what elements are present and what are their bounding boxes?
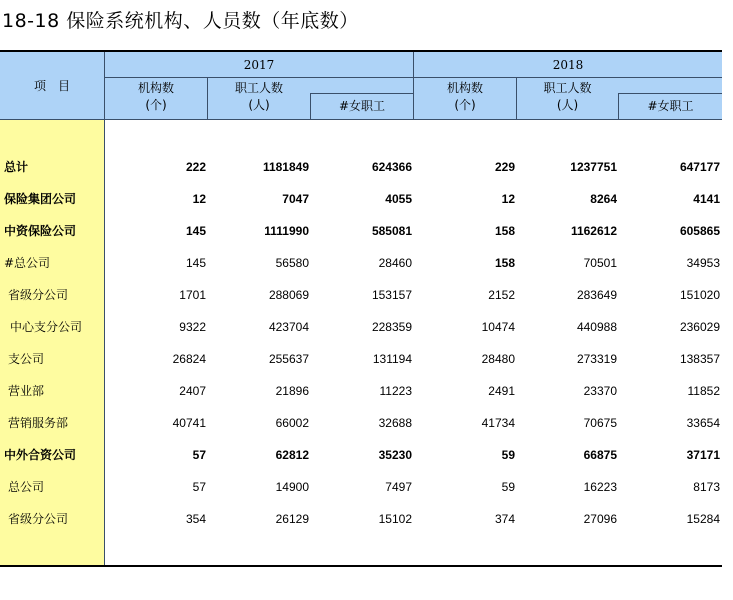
table-row: [0, 439, 722, 471]
table-row: [0, 247, 722, 279]
table-cell: 2407: [179, 384, 206, 398]
row-label: 中心支分公司: [10, 320, 83, 334]
table-cell: 56580: [275, 256, 309, 270]
table-cell: 70675: [583, 416, 617, 430]
table-cell: 57: [192, 480, 206, 494]
table-cell: 2491: [488, 384, 515, 398]
table-cell: 16223: [583, 480, 617, 494]
table-cell: 605865: [679, 224, 720, 238]
table-cell: 153157: [371, 288, 412, 302]
table-cell: 4141: [693, 192, 720, 206]
row-label: 省级分公司: [8, 288, 69, 302]
table-cell: 228359: [371, 320, 412, 334]
table-cell: 145: [185, 256, 206, 270]
table-cell: 21896: [275, 384, 309, 398]
stub-header: 项 目: [33, 79, 70, 93]
table-cell: 28480: [481, 352, 515, 366]
table-row: [0, 503, 722, 535]
table-cell: 229: [494, 160, 515, 174]
table-cell: 32688: [378, 416, 412, 430]
header-bottom-rule: [0, 119, 722, 120]
table-cell: 59: [501, 480, 515, 494]
table-cell: 70501: [583, 256, 617, 270]
table-cell: 11223: [379, 384, 412, 398]
table-cell: 1162612: [570, 224, 617, 238]
table-cell: 15284: [686, 512, 720, 526]
row-label: 营业部: [8, 384, 45, 398]
table-cell: 288069: [268, 288, 309, 302]
table-cell: 26129: [275, 512, 309, 526]
table-row: [0, 343, 722, 375]
table-cell: 40741: [172, 416, 206, 430]
table-cell: 33654: [686, 416, 720, 430]
row-label: 营销服务部: [8, 416, 69, 430]
col-institutions-2017: 机构数: [137, 81, 174, 95]
table-cell: 66002: [275, 416, 309, 430]
table-cell: 10474: [481, 320, 515, 334]
bottom-rule: [0, 565, 722, 567]
table-cell: 62812: [275, 448, 309, 462]
table-row: [0, 407, 722, 439]
table-cell: 1237751: [570, 160, 617, 174]
table-cell: 354: [185, 512, 206, 526]
table-cell: 11852: [687, 384, 720, 398]
table-cell: 66875: [583, 448, 617, 462]
table-cell: 35230: [378, 448, 412, 462]
table-cell: 138357: [679, 352, 720, 366]
col-female-2017: #女职工: [338, 99, 386, 113]
row-label: 总计: [4, 160, 29, 174]
table-cell: 26824: [172, 352, 206, 366]
table-cell: 131194: [372, 352, 412, 366]
table-cell: 158: [494, 224, 515, 238]
table-cell: 23370: [583, 384, 617, 398]
table-cell: 7047: [282, 192, 309, 206]
year-2018: 2018: [552, 58, 584, 72]
table-cell: 34953: [686, 256, 720, 270]
table-cell: 15102: [378, 512, 412, 526]
table-cell: 8264: [590, 192, 617, 206]
table-cell: 647177: [679, 160, 720, 174]
table-cell: 2152: [488, 288, 515, 302]
table-title: 18-18 保险系统机构、人员数（年底数）: [2, 10, 359, 32]
unit-staff-2018: (人): [556, 98, 579, 112]
row-label: 省级分公司: [8, 512, 69, 526]
table-cell: 12: [501, 192, 515, 206]
table-cell: 255637: [268, 352, 309, 366]
table-row: [0, 471, 722, 503]
table-cell: 12: [192, 192, 206, 206]
unit-staff-2017: (人): [248, 98, 270, 112]
table-cell: 585081: [371, 224, 412, 238]
table-cell: 374: [494, 512, 515, 526]
col-staff-2017: 职工人数: [234, 81, 283, 95]
table-row: [0, 311, 722, 343]
table-cell: 283649: [576, 288, 617, 302]
table-row: [0, 279, 722, 311]
table-cell: 27096: [583, 512, 617, 526]
table-cell: 624366: [371, 160, 412, 174]
table-cell: 57: [192, 448, 206, 462]
table-cell: 14900: [275, 480, 309, 494]
year-2017: 2017: [243, 58, 275, 72]
table-cell: 273319: [576, 352, 617, 366]
table-cell: 158: [494, 256, 515, 270]
table-cell: 151020: [679, 288, 720, 302]
unit-institutions-2017: (个): [145, 98, 167, 112]
table-cell: 423704: [268, 320, 309, 334]
table-row: [0, 375, 722, 407]
table-cell: 4055: [385, 192, 412, 206]
header-female-divider-2017: [310, 93, 413, 94]
table-cell: 222: [185, 160, 206, 174]
table-cell: 145: [185, 224, 206, 238]
unit-institutions-2018: (个): [454, 98, 476, 112]
table-cell: 28460: [378, 256, 412, 270]
table-cell: 8173: [693, 480, 720, 494]
row-label: 支公司: [8, 352, 45, 366]
table-cell: 41734: [481, 416, 515, 430]
table-cell: 1701: [179, 288, 206, 302]
table-cell: 1181849: [262, 160, 309, 174]
col-female-2018: #女职工: [647, 99, 694, 113]
row-label: #总公司: [4, 256, 51, 270]
table-row: [0, 151, 722, 183]
table-cell: 440988: [576, 320, 617, 334]
col-institutions-2018: 机构数: [446, 81, 483, 95]
table-cell: 37171: [686, 448, 720, 462]
table-cell: 9322: [179, 320, 206, 334]
table-row: [0, 183, 722, 215]
row-label: 中外合资公司: [4, 448, 77, 462]
table-cell: 1111990: [264, 224, 309, 238]
table-cell: 236029: [679, 320, 720, 334]
header-female-divider-2018: [618, 93, 722, 94]
table-cell: 7497: [385, 480, 412, 494]
col-staff-2018: 职工人数: [543, 81, 592, 95]
table-cell: 59: [501, 448, 515, 462]
table-row: [0, 215, 722, 247]
row-label: 总公司: [8, 480, 45, 494]
row-label: 中资保险公司: [4, 224, 77, 238]
row-label: 保险集团公司: [4, 192, 77, 206]
